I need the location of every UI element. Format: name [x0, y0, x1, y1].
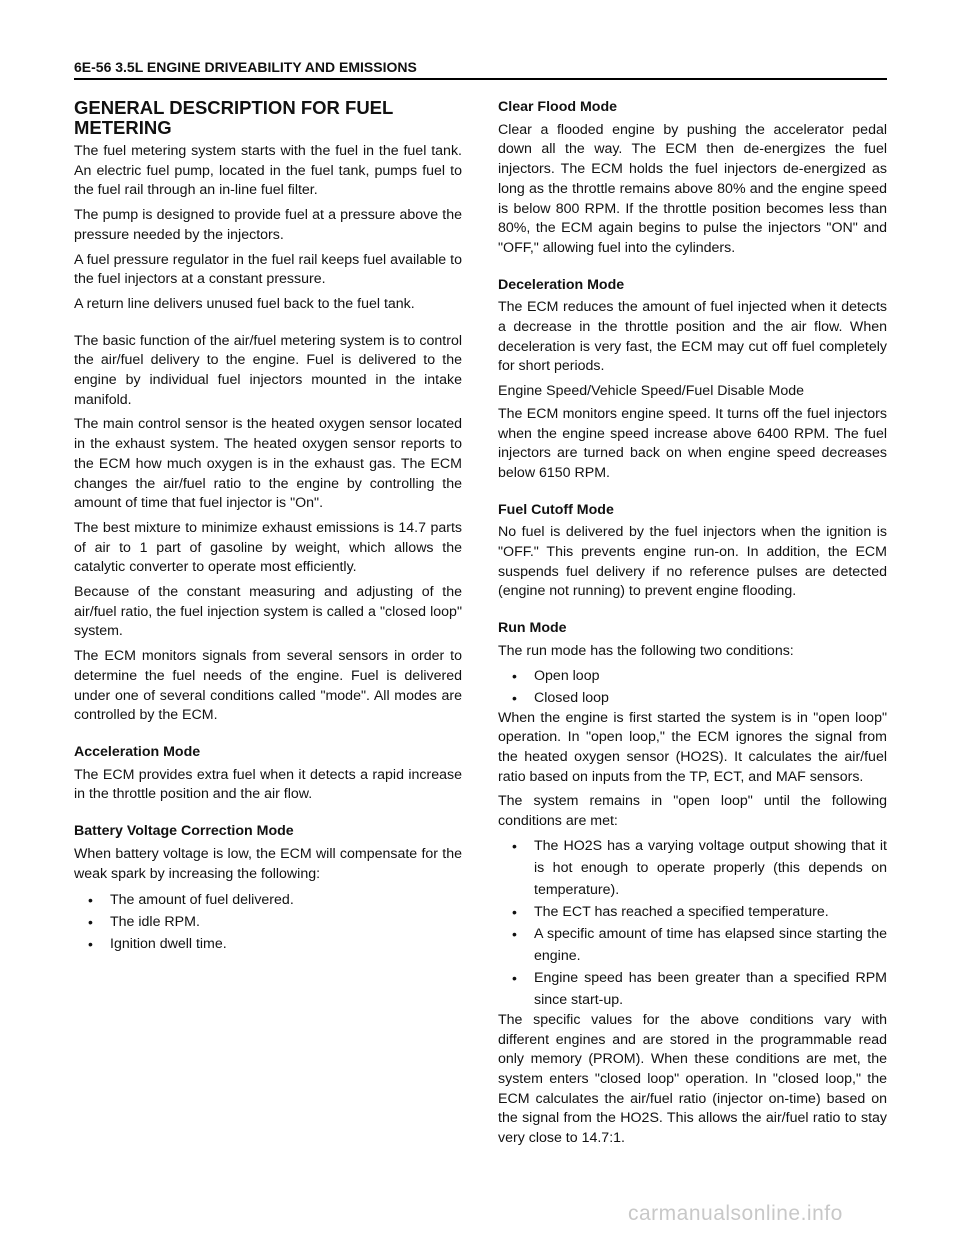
paragraph: The run mode has the following two conditions:	[498, 642, 794, 659]
paragraph: When battery voltage is low, the ECM will compensate for the weak spark by increasing the following:	[74, 845, 462, 882]
paragraph: The fuel metering system starts with the fuel in the fuel tank. An electric fuel pump, located in the fuel tank, pumps fuel to the fuel rail through an in-line fuel filter.	[74, 143, 462, 199]
battery-voltage-heading: Battery Voltage Correction Mode	[74, 823, 294, 840]
bullet-icon: •	[512, 837, 517, 854]
paragraph: A return line delivers unused fuel back to the fuel tank.	[74, 295, 415, 312]
paragraph: The best mixture to minimize exhaust emissions is 14.7 parts of air to 1 part of gasoline by weight, which allows the catalytic converter to operate most efficiently.	[74, 519, 462, 576]
paragraph: The specific values for the above conditions vary with different engines and are stored in the programmable read only memory (PROM). When these conditions are met, the system enters "closed loop" operation. In "closed loop," the ECM calculates the air/fuel ratio (injector on-time) based on the signal from the HO2S. This allows the air/fuel ratio to stay very close to 14.7:1.	[498, 1011, 887, 1147]
subheading: Engine Speed/Vehicle Speed/Fuel Disable Mode	[498, 383, 805, 400]
bullet-icon: •	[512, 925, 517, 942]
list-item: • A specific amount of time has elapsed since starting the engine.	[498, 923, 887, 967]
paragraph: The ECM monitors signals from several sensors in order to determine the fuel needs of the engine. Fuel is delivered under one of several conditions called "mode". All modes are controlled by the ECM.	[74, 648, 462, 724]
acceleration-mode-heading: Acceleration Mode	[74, 743, 201, 760]
clear-flood-heading: Clear Flood Mode	[498, 99, 618, 115]
paragraph: When the engine is first started the system is in "open loop" operation. In "open loop," the ECM ignores the signal from the heated oxygen sensor (HO2S). It calculates the air/fuel ratio based on inputs from the TP, ECT, and MAF sensors.	[498, 709, 887, 785]
run-mode-list	[498, 665, 887, 709]
watermark: carmanualsonline.info	[628, 1202, 843, 1225]
paragraph: The pump is designed to provide fuel at a pressure above the pressure needed by the injectors.	[74, 207, 462, 243]
fuel-cutoff-heading: Fuel Cutoff Mode	[498, 501, 614, 518]
deceleration-heading: Deceleration Mode	[498, 276, 625, 293]
bullet-icon: •	[512, 969, 517, 986]
list-item: • The idle RPM.	[74, 911, 462, 933]
bullet-icon: •	[512, 903, 517, 920]
list-item: • Ignition dwell time.	[74, 933, 462, 955]
list-item: • Open loop	[498, 665, 887, 687]
list-item: • The amount of fuel delivered.	[74, 889, 462, 911]
paragraph: Clear a flooded engine by pushing the accelerator pedal down all the way. The ECM then de-energizes the fuel injectors. The ECM holds the fuel injectors de-energized as long as the throttle remains above 80% and the engine speed is below 800 RPM. If the throttle position becomes less than 80%, the ECM again begins to pulse the injectors "ON" and "OFF," allowing fuel into the cylinders.	[498, 121, 887, 256]
bullet-icon: •	[88, 936, 93, 953]
bullet-icon: •	[88, 892, 93, 909]
page-header: 6E-56 3.5L ENGINE DRIVEABILITY AND EMISSIONS	[74, 58, 887, 80]
paragraph: No fuel is delivered by the fuel injectors when the ignition is "OFF." This prevents engine run-on. In addition, the ECM suspends fuel delivery if no reference pulses are detected (engine not running) to prevent engine flooding.	[498, 524, 887, 600]
bullet-icon: •	[512, 689, 517, 706]
left-column	[74, 98, 462, 958]
paragraph: The main control sensor is the heated oxygen sensor located in the exhaust system. The heated oxygen sensor reports to the ECM how much oxygen is in the exhaust gas. The ECM changes the air/fuel ratio to the engine by controlling the amount of time that fuel injector is "On".	[74, 416, 462, 512]
paragraph: Because of the constant measuring and adjusting of the air/fuel ratio, the fuel injection system is called a "closed loop" system.	[74, 584, 462, 640]
list-item: • The ECT has reached a specified temperature.	[498, 901, 887, 923]
paragraph: The ECM reduces the amount of fuel injected when it detects a decrease in the throttle position and the air flow. When deceleration is very fast, the ECM may cut off fuel completely for short periods.	[498, 299, 887, 375]
paragraph: A fuel pressure regulator in the fuel rail keeps fuel available to the fuel injectors at a constant pressure.	[74, 251, 462, 288]
bullet-icon: •	[512, 667, 517, 684]
bullet-icon: •	[88, 914, 93, 931]
paragraph: The ECM monitors engine speed. It turns off the fuel injectors when the engine speed increase above 6400 RPM. The fuel injectors are turned back on when engine speed decreases below 6150 RPM.	[498, 405, 887, 481]
list-item: • The HO2S has a varying voltage output showing that it is hot enough to operate properly (this depends on temperature).	[498, 835, 887, 901]
right-column	[498, 98, 887, 1154]
paragraph: The ECM provides extra fuel when it detects a rapid increase in the throttle position and the air flow.	[74, 766, 462, 803]
section-heading: GENERAL DESCRIPTION FOR FUEL METERING	[74, 97, 393, 138]
list-item: • Engine speed has been greater than a specified RPM since start-up.	[498, 967, 887, 1011]
battery-list	[74, 889, 462, 955]
conditions-list	[498, 835, 887, 1011]
list-item: • Closed loop	[498, 687, 887, 709]
paragraph: The basic function of the air/fuel metering system is to control the air/fuel delivery to the engine. Fuel is delivered to the engine by individual fuel injectors mounted in the intake manifold.	[74, 332, 462, 408]
run-mode-heading: Run Mode	[498, 620, 567, 637]
paragraph: The system remains in "open loop" until the following conditions are met:	[498, 793, 887, 830]
